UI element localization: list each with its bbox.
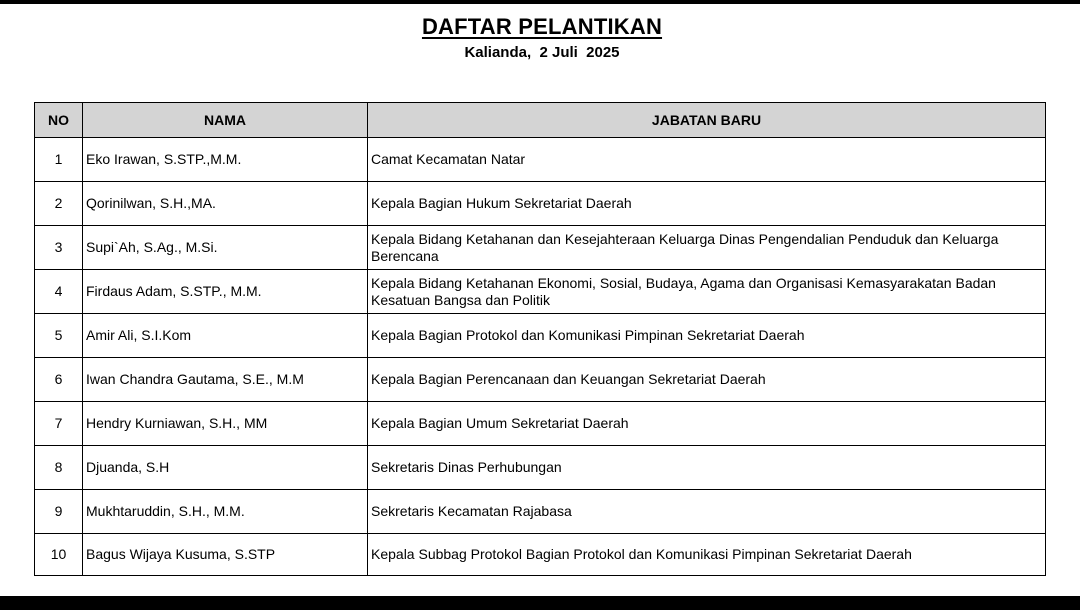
official-name: Bagus Wijaya Kusuma, S.STP (83, 534, 368, 576)
new-position: Kepala Subbag Protokol Bagian Protokol dan Komunikasi Pimpinan Sekretariat Daerah (368, 534, 1046, 576)
row-number: 3 (35, 226, 83, 270)
new-position: Sekretaris Dinas Perhubungan (368, 446, 1046, 490)
table-cutoff (30, 577, 1050, 596)
row-number: 1 (35, 138, 83, 182)
row-number: 4 (35, 270, 83, 314)
new-position: Kepala Bagian Hukum Sekretariat Daerah (368, 182, 1046, 226)
row-number: 9 (35, 490, 83, 534)
table-body (35, 138, 1046, 576)
table-row (35, 270, 1046, 314)
official-name: Mukhtaruddin, S.H., M.M. (83, 490, 368, 534)
row-number: 6 (35, 358, 83, 402)
row-number: 2 (35, 182, 83, 226)
row-number: 5 (35, 314, 83, 358)
new-position: Kepala Bagian Umum Sekretariat Daerah (368, 402, 1046, 446)
official-name: Qorinilwan, S.H.,MA. (83, 182, 368, 226)
official-name: Supi`Ah, S.Ag., M.Si. (83, 226, 368, 270)
header-position: JABATAN BARU (368, 103, 1046, 138)
document-heading (0, 14, 1080, 61)
official-name: Djuanda, S.H (83, 446, 368, 490)
table-row (35, 490, 1046, 534)
row-number: 7 (35, 402, 83, 446)
table-row (35, 402, 1046, 446)
document-subtitle: Kalianda, 2 Juli 2025 (464, 44, 620, 61)
inauguration-table (34, 102, 1046, 576)
official-name: Eko Irawan, S.STP.,M.M. (83, 138, 368, 182)
new-position: Kepala Bidang Ketahanan Ekonomi, Sosial, Budaya, Agama dan Organisasi Kemasyarakatan Badan Kesatuan Bangsa dan Politik (368, 270, 1046, 314)
table-row (35, 182, 1046, 226)
official-name: Hendry Kurniawan, S.H., MM (83, 402, 368, 446)
table-header-row (35, 103, 1046, 138)
document-title: DAFTAR PELANTIKAN (421, 14, 663, 39)
table-row (35, 226, 1046, 270)
new-position: Camat Kecamatan Natar (368, 138, 1046, 182)
row-number: 10 (35, 534, 83, 576)
official-name: Amir Ali, S.I.Kom (83, 314, 368, 358)
top-border (0, 0, 1080, 4)
table-row (35, 446, 1046, 490)
table-row (35, 358, 1046, 402)
new-position: Kepala Bagian Perencanaan dan Keuangan Sekretariat Daerah (368, 358, 1046, 402)
table-row (35, 314, 1046, 358)
table-row (35, 138, 1046, 182)
table-header (35, 103, 1046, 138)
official-name: Firdaus Adam, S.STP., M.M. (83, 270, 368, 314)
header-no: NO (35, 103, 83, 138)
new-position: Kepala Bidang Ketahanan dan Kesejahteraan Keluarga Dinas Pengendalian Penduduk dan Keluarga Berencana (368, 226, 1046, 270)
official-name: Iwan Chandra Gautama, S.E., M.M (83, 358, 368, 402)
table-row (35, 534, 1046, 576)
bottom-border (0, 596, 1080, 610)
new-position: Sekretaris Kecamatan Rajabasa (368, 490, 1046, 534)
header-name: NAMA (83, 103, 368, 138)
row-number: 8 (35, 446, 83, 490)
new-position: Kepala Bagian Protokol dan Komunikasi Pimpinan Sekretariat Daerah (368, 314, 1046, 358)
